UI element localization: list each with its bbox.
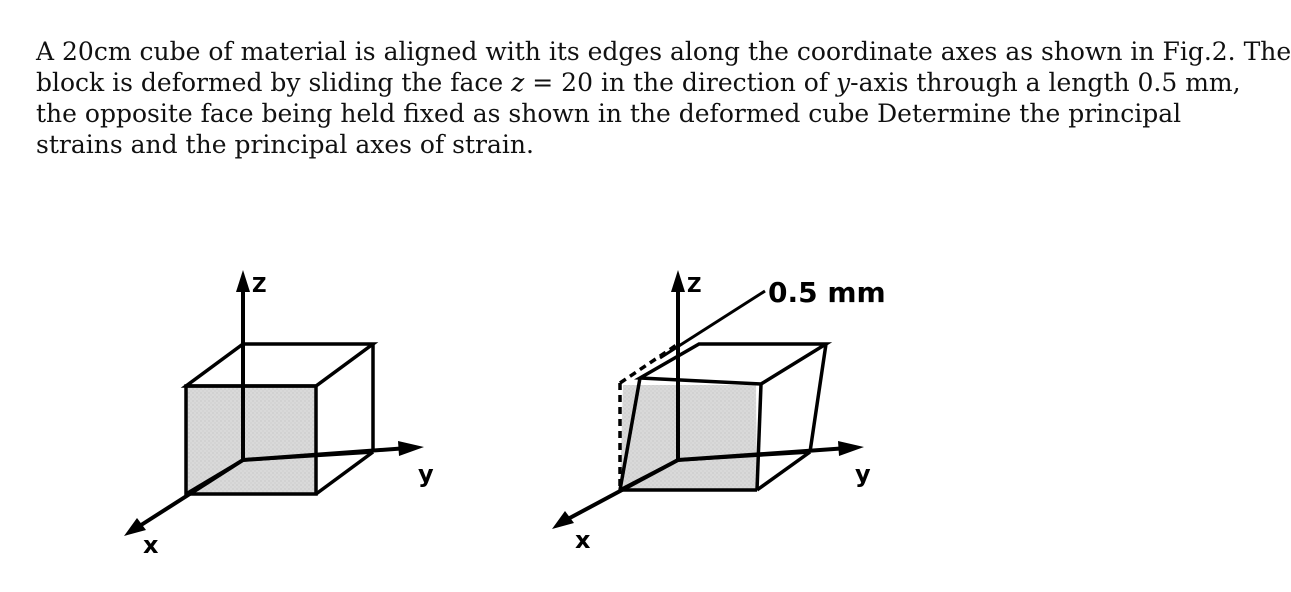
problem-line-2-part-b: = 20 in the direction of	[524, 68, 837, 97]
undeformed-cube-figure	[124, 270, 434, 559]
problem-line-1: A 20cm cube of material is aligned with its edges along the coordinate axes as shown in Fig.2. The	[36, 37, 1291, 66]
deformed-cube-figure	[552, 270, 886, 554]
problem-line-2-part-c: -axis through a length 0.5 mm,	[850, 68, 1241, 97]
y-axis-arrowhead	[838, 441, 864, 456]
y-axis-label: y	[855, 460, 871, 488]
z-axis-arrowhead	[671, 270, 685, 292]
bottom-right-edge	[316, 452, 373, 494]
displacement-label: 0.5 mm	[768, 276, 886, 309]
fixed-face	[186, 386, 316, 494]
front-right-edge	[757, 384, 761, 490]
face-variable: z	[511, 68, 525, 97]
y-axis-arrowhead	[398, 441, 424, 456]
problem-line-3-part-b: Determine the principal	[877, 99, 1182, 128]
problem-line-2-part-a: block is deformed by sliding the face	[36, 68, 512, 97]
top-face	[640, 344, 826, 384]
problem-line-3-part-a: the opposite face being held fixed as shown in the deformed cube	[36, 99, 870, 128]
x-axis-arrowhead	[552, 511, 574, 529]
problem-line-4: strains and the principal axes of strain.	[36, 130, 534, 159]
y-axis-label: y	[418, 460, 434, 488]
axis-variable: y	[836, 68, 851, 97]
z-axis-label: Z	[687, 273, 702, 297]
z-axis-arrowhead	[236, 270, 250, 292]
sheared-face	[620, 385, 757, 490]
top-face	[186, 344, 373, 386]
x-axis-label: x	[143, 531, 159, 559]
back-right-edge	[810, 344, 826, 452]
bottom-right-edge	[757, 452, 810, 490]
z-axis-label: Z	[252, 273, 267, 297]
x-axis-label: x	[575, 526, 591, 554]
displacement-leader	[660, 291, 765, 358]
